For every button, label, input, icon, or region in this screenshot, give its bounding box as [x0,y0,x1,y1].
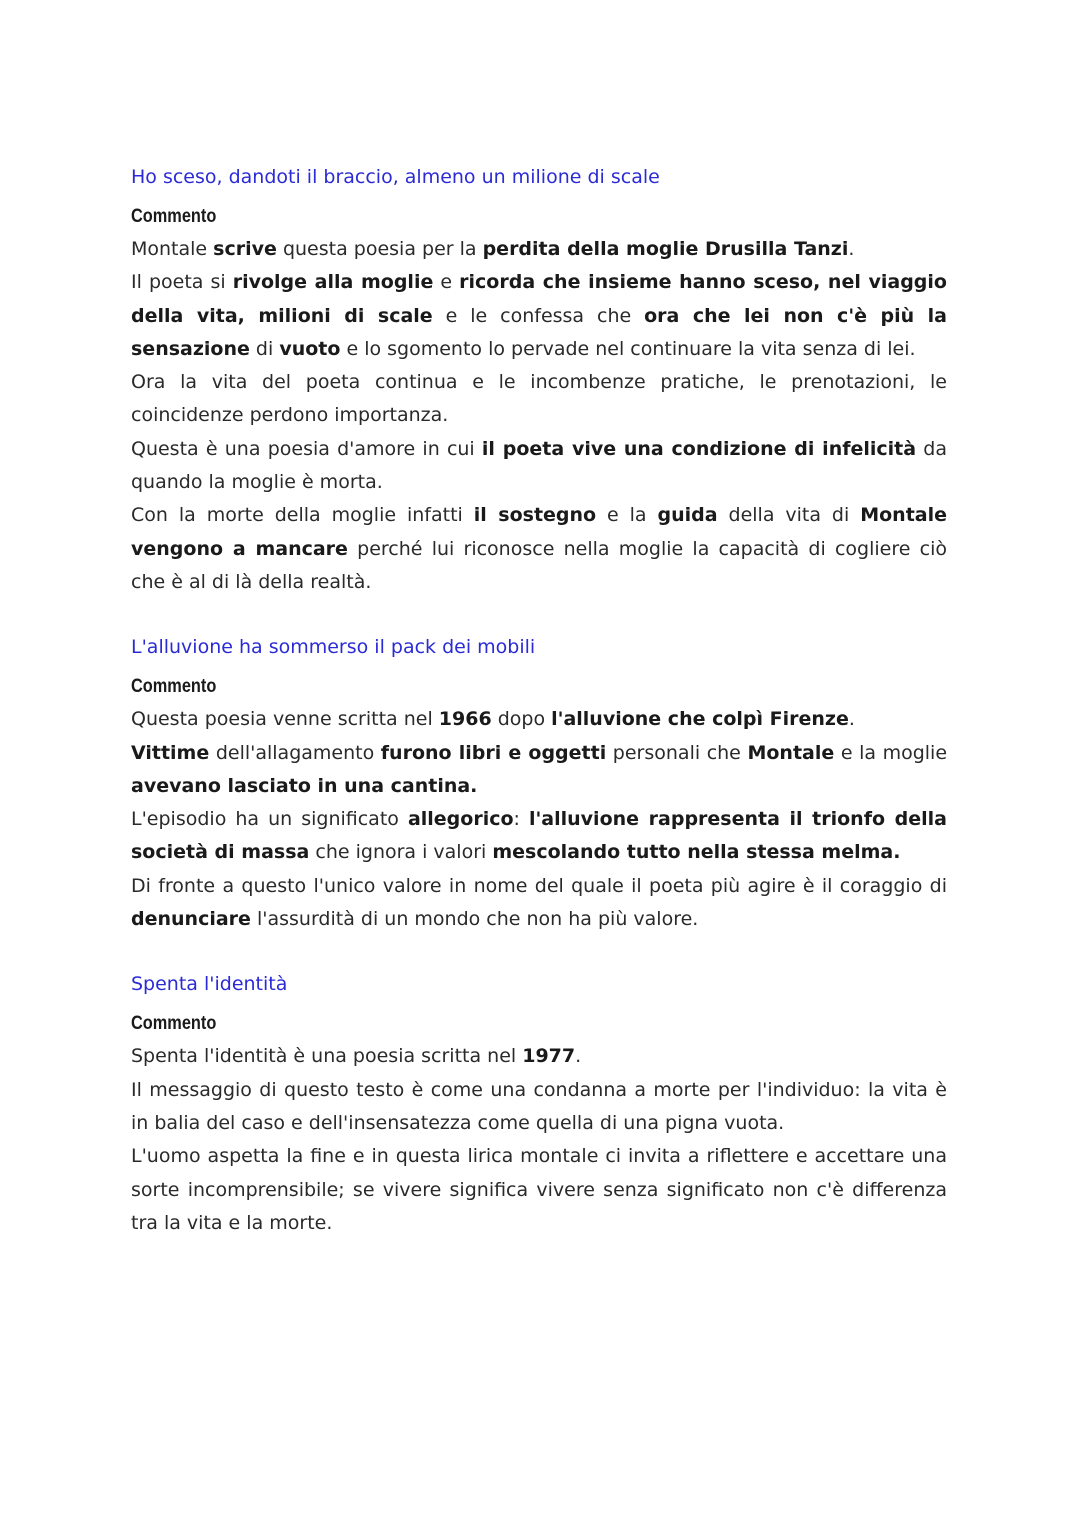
text-run: dopo [491,708,552,731]
bold-text: il poeta vive una condizione di infelicità [481,437,917,460]
paragraph [131,737,947,804]
comment-body [131,1040,947,1240]
bold-text: Montale vengono a mancare [131,504,947,560]
paragraph [131,803,947,870]
comment-label: Commento [131,676,217,698]
text-run: Con la morte della moglie infatti [131,504,474,527]
text-run: perché lui riconosce nella moglie la capacità di cogliere ciò che è al di là della realtà. [131,537,947,593]
section [131,633,947,936]
bold-text: Montale [747,741,835,764]
paragraph [131,1040,947,1073]
paragraph [131,266,947,366]
text-run: l'assurdità di un mondo che non ha più valore. [250,908,699,931]
paragraph [131,499,947,599]
text-run: e la [596,504,658,527]
comment-label: Commento [131,1013,217,1035]
bold-text: ora che lei non c'è più la sensazione [131,304,947,360]
comment-label: Commento [131,206,217,227]
section-title: Ho sceso, dandoti il braccio, almeno un milione di scale [131,166,660,188]
text-run: dell'allagamento [209,741,381,764]
bold-text: 1966 [438,708,492,731]
text-run: Montale [131,238,214,260]
paragraph [131,433,947,500]
text-run: che ignora i valori [309,841,493,864]
text-run: e la moglie [834,741,948,764]
bold-text: il sostegno [473,504,597,527]
text-run: questa poesia per la [276,238,483,260]
text-run: L'episodio ha un significato [131,808,408,831]
text-run: Questa è una poesia d'amore in cui [131,437,482,460]
text-run: Ora la vita del poeta continua e le incombenze pratiche, le prenotazioni, le coincidenze perdono importanza. [131,371,947,427]
bold-text: ricorda che insieme hanno sceso, nel viaggio della vita, milioni di scale [131,271,947,327]
bold-text: furono libri e oggetti [380,741,607,764]
text-run: della vita di [717,504,861,527]
text-run: e le confessa che [432,304,645,327]
text-run: . [848,238,855,260]
bold-text: rivolge alla moglie [232,271,434,294]
bold-text: guida [657,504,718,527]
text-run: Questa poesia venne scritta nel [131,708,439,731]
comment-body [131,703,947,936]
bold-text: vuoto [279,337,341,360]
text-run: L'uomo aspetta la fine e in questa lirica montale ci invita a riflettere e accettare una sorte incomprensibile; se vivere significa vivere senza significato non c'è differenza tra la vita e la morte. [131,1145,947,1234]
text-run: : [513,808,529,831]
text-run: da quando la moglie è morta. [131,437,947,494]
paragraph [131,1074,947,1141]
text-run: e [433,271,460,294]
section [131,970,947,1240]
text-run: personali che [606,741,748,764]
paragraph [131,703,947,736]
text-run: Il messaggio di questo testo è come una condanna a morte per l'individuo: la vita è in balia del caso e dell'insensatezza come quella di una pigna vuota. [131,1078,947,1134]
text-run: Spenta l'identità è una poesia scritta nel [131,1045,523,1068]
text-run: e lo sgomento lo pervade nel continuare la vita senza di lei. [340,337,916,360]
section [131,163,947,599]
section-title: Spenta l'identità [131,973,288,996]
paragraph [131,1140,947,1240]
paragraph [131,870,947,937]
bold-text: perdita della moglie Drusilla Tanzi [482,238,849,260]
text-run: . [575,1045,582,1068]
bold-text: allegorico [407,808,514,831]
bold-text: denunciare [131,908,251,931]
bold-text: scrive [213,238,277,260]
text-run: di [249,337,280,360]
text-run: Di fronte a questo l'unico valore in nome del quale il poeta più agire è il coraggio di [131,874,947,897]
bold-text: 1977 [522,1045,576,1068]
bold-text: mescolando tutto nella stessa melma. [492,841,901,864]
bold-text: Vittime [131,741,210,764]
text-run: Il poeta si [131,271,233,294]
bold-text: l'alluvione che colpì Firenze [551,708,849,731]
document-page [131,163,947,1240]
paragraph [131,366,947,433]
paragraph [131,233,947,266]
bold-text: avevano lasciato in una cantina. [131,774,478,797]
section-title: L'alluvione ha sommerso il pack dei mobili [131,636,536,659]
bold-text: l'alluvione rappresenta il trionfo della società di massa [131,808,947,864]
comment-body [131,233,947,599]
text-run: . [848,708,855,731]
